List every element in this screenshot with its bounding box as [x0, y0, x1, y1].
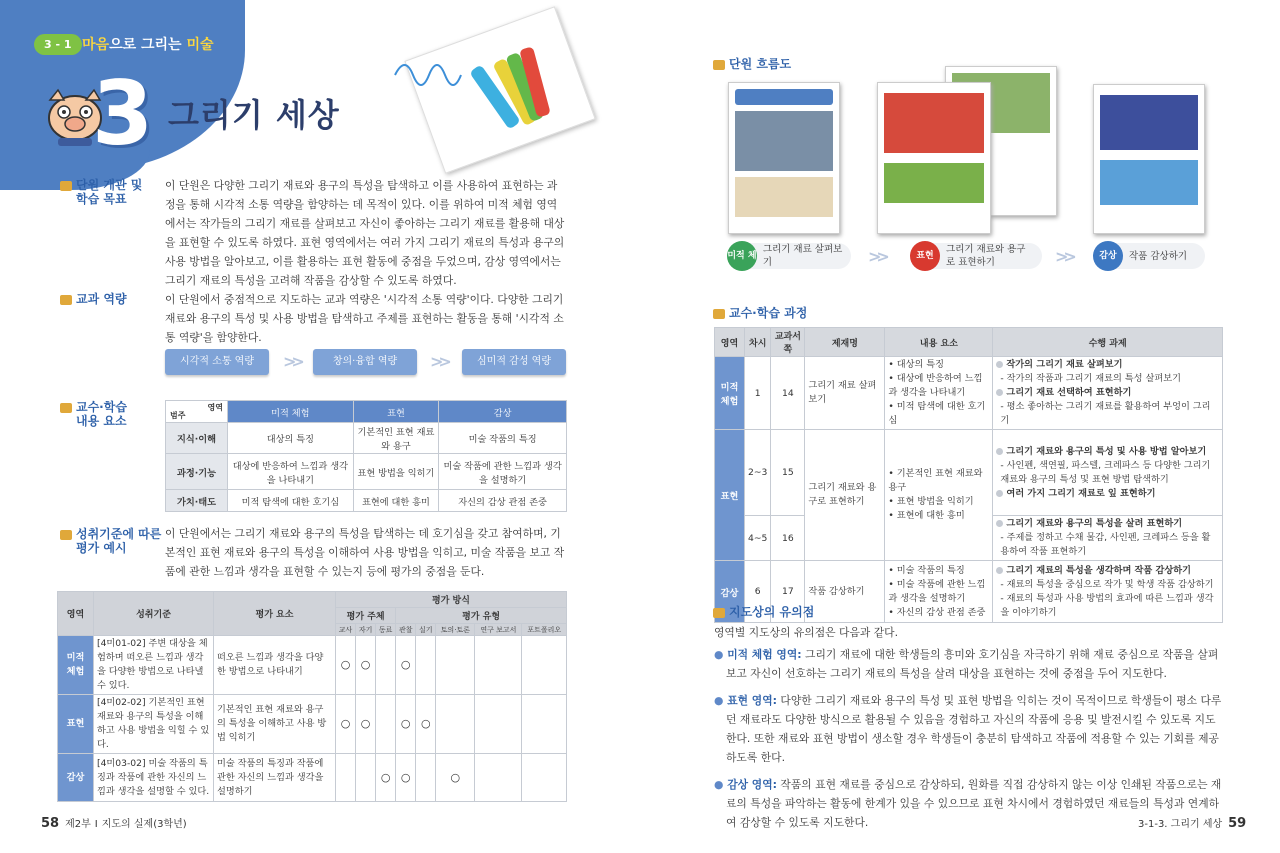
competency-pill: 창의·융합 역량 — [313, 349, 417, 375]
table-row: 미적 체험 1 14 그리기 재료 살펴보기 • 대상의 특징 • 대상에 반응하여 느낌과 생각을 나타내기 • 미적 탐색에 대한 호기심 작가의 그리기 재료 살펴보기 - 작가의 작품과 그리기 재료의 특성 살펴보기 그리기 재료 선택하여 표현하기 - 평소 좋아하는 그리기 재료를 활용하여 부엉이 그리기 — [715, 357, 1223, 430]
section-overview-text: 이 단원은 다양한 그리기 재료와 용구의 특성을 탐색하고 이를 사용하여 표현하는 과정을 통해 시각적 소통 역량을 함양하는 데 목적이 있다. 이를 위하여 미적 체험 영역에서는 작가들의 그리기 재료를 살펴보고 자신이 좋아하는 그리기 재료를 활용해 대상을 표현할 수 있도록 하였다. 표현 영역에서는 여러 가지 그리기 재료의 특성과 용구의 사용 방법을 알아보고, 이를 활용하는 표현 활동에 중점을 두었으며, 감상 영역에서는 그리기 재료의 특성을 고려해 작품을 감상할 수 있도록 하였다. — [165, 179, 565, 287]
task-title: 그리기 재료 선택하여 표현하기 — [996, 386, 1219, 400]
task-detail: - 평소 좋아하는 그리기 재료를 활용하여 부엉이 그리기 — [1000, 401, 1211, 426]
col-header: 제재명 — [805, 328, 885, 357]
bullet-icon — [996, 389, 1003, 396]
col-header: 표현 — [353, 401, 439, 423]
section-content-heading: 교수·학습 내용 요소 — [60, 400, 127, 428]
sub-header: 관찰 — [396, 624, 416, 636]
task-detail: - 재료의 특성과 사용 방법의 효과에 따른 느낌과 생각을 이야기하기 — [1000, 592, 1214, 618]
book-icon — [60, 181, 72, 191]
chevron-right-icon: >> — [1055, 247, 1072, 266]
book-icon — [713, 60, 725, 70]
section-competency-heading: 교과 역량 — [60, 292, 127, 306]
section-overview-heading: 단원 개관 및 학습 목표 — [60, 178, 142, 206]
col-header: 영역 — [715, 328, 745, 357]
bullet-icon — [996, 567, 1003, 574]
note-item: ● 표현 영역: 다양한 그리기 재료와 용구의 특성 및 표현 방법을 익히는 것이 목적이므로 학생들이 평소 다루던 재료라도 다양한 방식으로 활용될 수 있음을 경험하고 자신의 작품에 응용 및 발전시킬 수 있도록 지도한다. 또한 재료와 표현 방법이 생소할 경우 학생들이 충분히 탐색하고 작품에 적용할 수 있는 기회를 제공하도록 한다. — [714, 694, 1222, 764]
bullet-icon — [996, 361, 1003, 368]
chevron-right-icon: >> — [283, 352, 300, 371]
task-title: 그리기 재료의 특성을 생각하며 작품 감상하기 — [996, 564, 1219, 578]
bullet-icon: ● — [714, 778, 728, 791]
bullet-icon — [996, 490, 1003, 497]
section-notes-heading: 지도상의 유의점 — [713, 605, 814, 619]
note-item: ● 미적 체험 영역: 그리기 재료에 대한 학생들의 흥미와 호기심을 자극하기 위해 재료 중심으로 작품을 살펴보고 자신이 선호하는 그리기 재료의 특성을 살려 대상을 표현하는 것에 중점을 두어 지도한다. — [714, 648, 1219, 680]
col-header: 수행 과제 — [993, 328, 1223, 357]
task-title: 여러 가지 그리기 재료로 잎 표현하기 — [996, 487, 1219, 501]
process-table — [714, 327, 1223, 623]
task-title: 그리기 재료와 용구의 특성 및 사용 방법 알아보기 — [996, 445, 1219, 459]
task-title: 작가의 그리기 재료 살펴보기 — [996, 358, 1219, 372]
competency-pill: 시각적 소통 역량 — [165, 349, 269, 375]
sub-header: 연구 보고서 — [475, 624, 522, 636]
col-header: 차시 — [745, 328, 771, 357]
sub-header: 실기 — [416, 624, 436, 636]
bullet-icon: ● — [714, 648, 728, 661]
table-row: 감상 6 17 작품 감상하기 • 미술 작품의 특징 • 미술 작품에 관한 느낌과 생각을 설명하기 • 자신의 감상 관점 존중 그리기 재료의 특성을 생각하며 작품 감상하기 - 재료의 특성을 중심으로 작가 및 학생 작품 감상하기 - 재료의 특성과 사용 방법의 효과에 따른 느낌과 생각을 이야기하기 — [715, 561, 1223, 623]
textbook-thumbnail — [728, 82, 840, 234]
content-elements-table — [165, 400, 567, 512]
table-row: 미적 체험 [4미01-02] 주변 대상을 체험하며 떠오른 느낌과 생각을 다양한 방법으로 나타낼 수 있다. 떠오른 느낌과 생각을 다양한 방법으로 나타내기 ○ ○ ○ — [58, 636, 567, 695]
bullet-icon — [996, 448, 1003, 455]
note-item: ● 감상 영역: 작품의 표현 재료를 중심으로 감상하되, 원화를 직접 감상하지 않는 이상 인쇄된 작품으로는 재료의 특성을 파악하는 활동에 한계가 있을 수 있으므로 표현 차시에서 경험하였던 재료들의 특성과 연계하여 감상할 수 있도록 지도한다. — [714, 778, 1222, 829]
bullet-icon — [996, 520, 1003, 527]
right-footer: 3-1-3. 그리기 세상 59 — [1138, 816, 1247, 831]
table-row: 과정·기능 대상에 반응하여 느낌과 생각을 나타내기 표현 방법을 익히기 미술 작품에 관한 느낌과 생각을 설명하기 — [166, 454, 567, 490]
sub-header: 동료 — [376, 624, 396, 636]
book-icon — [60, 295, 72, 305]
book-icon — [713, 608, 725, 618]
section-process-heading: 교수·학습 과정 — [713, 306, 807, 320]
unit-subtitle: 마음으로 그리는 미술 — [82, 37, 214, 53]
corner-cell: 영역 범주 — [166, 401, 228, 423]
book-icon — [60, 403, 72, 413]
sub-header: 교사 — [336, 624, 356, 636]
task-detail: - 작가의 작품과 그리기 재료의 특성 살펴보기 — [1000, 373, 1181, 384]
flow-step: 미적 체험 그리기 재료 살펴보기 — [733, 243, 851, 269]
chevron-right-icon: >> — [430, 352, 447, 371]
table-row: 가치·태도 미적 탐색에 대한 호기심 표현에 대한 흥미 자신의 감상 관점 존중 — [166, 490, 567, 512]
table-row: 표현 [4미02-02] 기본적인 표현 재료와 용구의 특성을 이해하고 사용 방법을 익힐 수 있다. 기본적인 표현 재료와 용구의 특성을 이해하고 사용 방법 익히기 ○ ○ ○ ○ — [58, 695, 567, 754]
competency-pill: 심미적 감성 역량 — [462, 349, 566, 375]
task-title: 그리기 재료와 용구의 특성을 살려 표현하기 — [996, 517, 1219, 531]
book-icon — [713, 309, 725, 319]
section-assessment-text: 이 단원에서는 그리기 재료와 용구의 특성을 탐색하는 데 호기심을 갖고 참여하며, 기본적인 표현 재료와 용구의 특성을 이해하여 사용 방법을 익히고, 미술 작품을 보고 작품에 관한 느낌과 생각을 표현할 수 있는지 등에 평가의 중점을 둔다. — [165, 527, 565, 578]
chapter-title: 그리기 세상 — [168, 96, 340, 134]
notes-intro: 영역별 지도상의 유의점은 다음과 같다. — [714, 626, 899, 639]
task-detail: - 사인펜, 색연필, 파스텔, 크레파스 등 다양한 그리기 재료와 용구의 특성 및 표현 방법 탐색하기 — [1000, 459, 1211, 485]
sub-header: 포트폴리오 — [522, 624, 567, 636]
flow-step: 표현 그리기 재료와 용구로 표현하기 — [916, 243, 1042, 269]
crayons-illustration — [385, 35, 585, 155]
table-row: 감상 [4미03-02] 미술 작품의 특징과 작품에 관한 자신의 느낌과 생각을 설명할 수 있다. 미술 작품의 특징과 작품에 관한 자신의 느낌과 생각을 설명하기 ○ ○ ○ — [58, 754, 567, 802]
flow-step: 감상 작품 감상하기 — [1099, 243, 1205, 269]
section-flow-heading: 단원 흐름도 — [713, 57, 791, 71]
left-footer: 58 제2부 I 지도의 실제(3학년) — [41, 816, 187, 831]
sub-header: 토의·토론 — [436, 624, 475, 636]
section-competency-text: 이 단원에서 중점적으로 지도하는 교과 역량은 '시각적 소통 역량'이다. 다양한 그리기 재료와 용구의 특성 및 사용 방법을 탐색하고 주제를 표현하는 활동을 통해 '시각적 소통 역량'을 함양한다. — [165, 293, 564, 344]
textbook-thumbnail — [877, 82, 991, 234]
chapter-number: 3 — [92, 62, 154, 165]
book-icon — [60, 530, 72, 540]
table-row: 표현 2~3 15 그리기 재료와 용구로 표현하기 • 기본적인 표현 재료와 용구 • 표현 방법을 익히기 • 표현에 대한 흥미 그리기 재료와 용구의 특성 및 사용 방법 알아보기 - 사인펜, 색연필, 파스텔, 크레파스 등 다양한 그리기 재료와 용구의 특성 및 표현 방법 탐색하기 여러 가지 그리기 재료로 잎 표현하기 — [715, 430, 1223, 516]
section-assessment-heading: 성취기준에 따른 평가 예시 — [60, 527, 161, 555]
col-header: 미적 체험 — [228, 401, 354, 423]
col-header: 내용 요소 — [885, 328, 993, 357]
bullet-icon: ● — [714, 694, 728, 707]
table-row: 4~5 16 그리기 재료와 용구의 특성을 살려 표현하기 - 주제를 정하고 수채 물감, 사인펜, 크레파스 등을 활용하여 작품 표현하기 — [715, 516, 1223, 561]
unit-chip: 3 - 1 — [34, 34, 82, 55]
col-header: 교과서 쪽 — [771, 328, 805, 357]
chevron-right-icon: >> — [868, 247, 885, 266]
task-detail: - 주제를 정하고 수채 물감, 사인펜, 크레파스 등을 활용하여 작품 표현하기 — [1000, 532, 1211, 557]
col-header: 감상 — [439, 401, 567, 423]
assessment-table: 영역 성취기준 평가 요소 평가 방식 평가 주체 평가 유형 교사 자기 동료 관찰 실기 토의·토론 연구 보고서 포트폴리오 미적 체험 [4미01-02] 주변 대상을 체험하며 떠오른 느낌과 생각을 다양한 방법으로 나타낼 수 있다. 떠오른 느낌과 생각을 다양한 방법으로 나타내기 ○ ○ ○ 표현 [4미02-02] 기본적인 표현 재료와 용구의 특성을 이해하고 사용 방법을 익힐 수 있다. 기본적인 표현 재료와 용구의 특성을 이해하고 사용 방법 익히기 ○ ○ ○ ○ 감상 [4미03-02] 미술 작품의 특징과 작품에 관한 자신의 느낌과 생각을 설명할 수 있다. 미술 작품의 특징과 작품에 관한 자신의 느낌과 생각을 설명하기 ○ ○ ○ — [57, 591, 567, 802]
notes-list — [714, 645, 1224, 840]
sub-header: 자기 — [356, 624, 376, 636]
textbook-thumbnail — [1093, 84, 1205, 234]
table-row: 지식·이해 대상의 특징 기본적인 표현 재료와 용구 미술 작품의 특징 — [166, 423, 567, 454]
task-detail: - 재료의 특성을 중심으로 작가 및 학생 작품 감상하기 — [1000, 578, 1214, 590]
